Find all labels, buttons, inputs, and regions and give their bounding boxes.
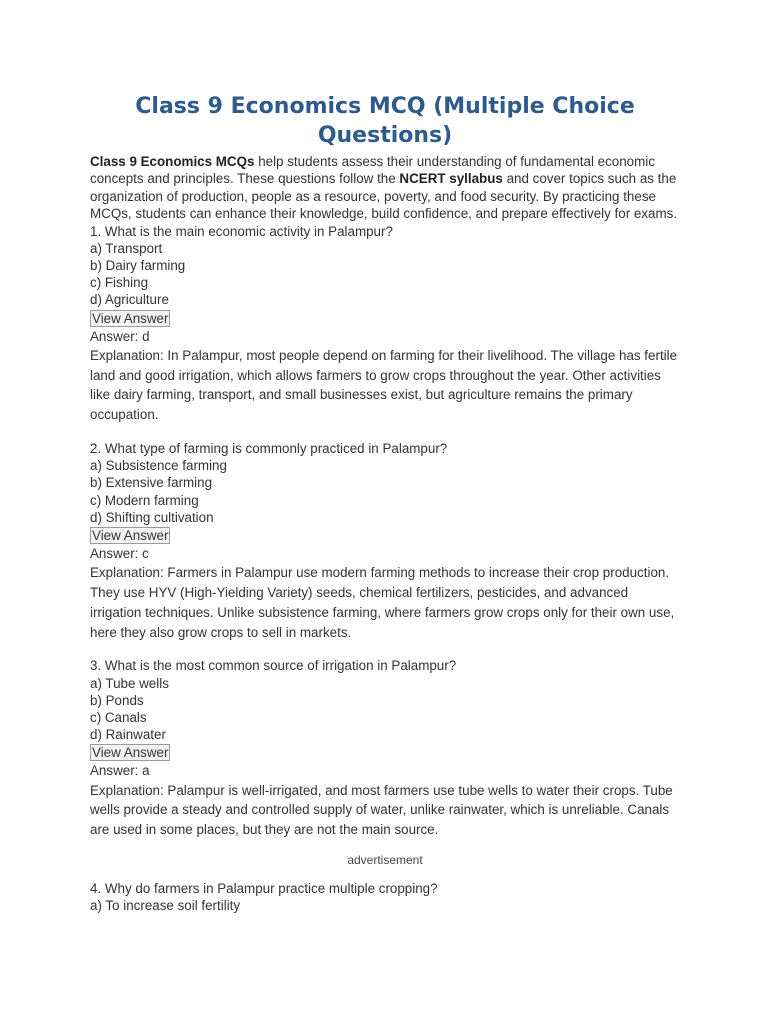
spacer: [90, 642, 680, 657]
spacer: [90, 425, 680, 440]
intro-bold-lead: Class 9 Economics MCQs: [90, 154, 255, 169]
question-text: 3. What is the most common source of irrigation in Palampur?: [90, 658, 457, 674]
explanation-text: Explanation: Farmers in Palampur use modern farming methods to increase their crop production. They use HYV (High-Yielding Variety) seeds, chemical fertilizers, pesticides, and advanced irrigation techniques. Unlike subsistence farming, where farmers grow crops only for their own use, here they also grow crops to sell in markets.: [90, 565, 675, 640]
answer-text: Answer: c: [90, 546, 149, 562]
question-1: [90, 223, 680, 425]
question-text: 4. Why do farmers in Palampur practice multiple cropping?: [90, 881, 438, 897]
question-4: [90, 880, 680, 914]
option-d: d) Rainwater: [90, 727, 166, 743]
option-c: c) Canals: [90, 710, 147, 726]
intro-text-2: and cover topics such as the organization of production, people as a resource, poverty, and food security. By practicing these MCQs, students can enhance their knowledge, build confidence, and prepare effectively for exams.: [90, 171, 678, 222]
option-c: c) Modern farming: [90, 492, 199, 508]
option-a: a) Subsistence farming: [90, 458, 227, 474]
document-page: [90, 90, 680, 914]
option-b: b) Dairy farming: [90, 258, 186, 274]
option-b: b) Extensive farming: [90, 475, 213, 491]
explanation-text: Explanation: Palampur is well-irrigated, and most farmers use tube wells to water their crops. Tube wells provide a steady and controlled supply of water, unlike rainwater, which is unreliable. Canals are used in some places, but they are not the main source.: [90, 782, 673, 838]
view-answer-button[interactable]: View Answer: [92, 310, 169, 326]
option-a: a) Transport: [90, 240, 163, 256]
option-a: a) To increase soil fertility: [90, 898, 241, 914]
question-text: 2. What type of farming is commonly practiced in Palampur?: [90, 441, 448, 457]
page-title: Class 9 Economics MCQ (Multiple Choice Questions): [135, 94, 635, 148]
option-a: a) Tube wells: [90, 675, 169, 691]
answer-text: Answer: d: [90, 328, 150, 344]
option-b: b) Ponds: [90, 692, 144, 708]
question-2: [90, 440, 680, 642]
question-3: [90, 657, 680, 840]
question-text: 1. What is the main economic activity in Palampur?: [90, 223, 393, 239]
view-answer-button[interactable]: View Answer: [92, 528, 169, 544]
option-d: d) Shifting cultivation: [90, 509, 214, 525]
intro-text-1: help students assess their understanding of fundamental economic concepts and principles. These questions follow the: [90, 154, 655, 187]
intro-paragraph: [90, 153, 680, 223]
explanation-text: Explanation: In Palampur, most people depend on farming for their livelihood. The village has fertile land and good irrigation, which allows farmers to grow crops throughout the year. Other activities like dairy farming, transport, and small businesses exist, but agriculture remains the primary occupation.: [90, 347, 678, 423]
view-answer-button[interactable]: View Answer: [92, 745, 169, 761]
intro-bold-mid: NCERT syllabus: [399, 171, 503, 187]
answer-text: Answer: a: [90, 763, 150, 779]
advertisement-label: advertisement: [347, 853, 423, 868]
option-d: d) Agriculture: [90, 292, 169, 308]
option-c: c) Fishing: [90, 275, 149, 291]
